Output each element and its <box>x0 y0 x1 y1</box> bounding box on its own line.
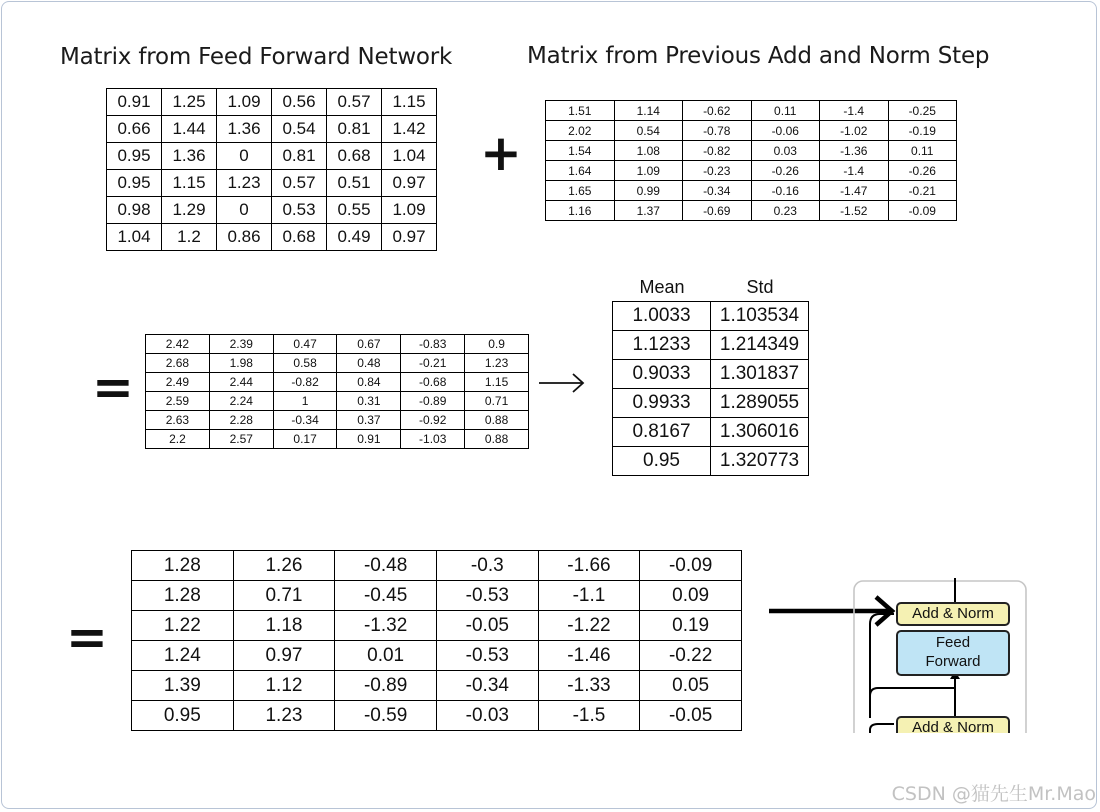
matrix-row <box>107 170 437 197</box>
matrix-cell: 2.49 <box>146 373 210 392</box>
matrix-row <box>613 418 809 447</box>
matrix-cell: 0.71 <box>465 392 529 411</box>
matrix-cell: -0.89 <box>335 671 437 701</box>
matrix-cell: 0.97 <box>233 641 335 671</box>
matrix-cell: 1.22 <box>132 611 234 641</box>
matrix-cell: 1.15 <box>465 373 529 392</box>
matrix-cell: 0.23 <box>751 201 820 221</box>
matrix-cell: 0.68 <box>272 224 327 251</box>
matrix-cell: 1.09 <box>614 161 683 181</box>
matrix-cell: 1.306016 <box>711 418 809 447</box>
matrix-cell: 1.98 <box>209 354 273 373</box>
matrix-cell: 0.19 <box>640 611 742 641</box>
matrix-row <box>146 411 529 430</box>
mean-header: Mean <box>639 277 685 297</box>
matrix-cell: -1.36 <box>820 141 889 161</box>
matrix-row <box>146 430 529 449</box>
matrix-cell: -0.21 <box>401 354 465 373</box>
matrix-cell: -0.26 <box>751 161 820 181</box>
matrix-cell: -0.16 <box>751 181 820 201</box>
matrix-cell: 1.26 <box>233 551 335 581</box>
matrix-cell: 2.24 <box>209 392 273 411</box>
matrix-cell: -1.33 <box>538 671 640 701</box>
matrix-row <box>107 143 437 170</box>
matrix-cell: -0.34 <box>273 411 337 430</box>
matrix-row <box>146 354 529 373</box>
plus-operator: + <box>480 124 522 182</box>
matrix-cell: 1.44 <box>162 116 217 143</box>
matrix-cell: -1.47 <box>820 181 889 201</box>
matrix-cell: 0.67 <box>337 335 401 354</box>
matrix-cell: 2.42 <box>146 335 210 354</box>
matrix-cell: -1.32 <box>335 611 437 641</box>
matrix-cell: -0.09 <box>640 551 742 581</box>
matrix-cell: 0.68 <box>327 143 382 170</box>
matrix-cell: -0.26 <box>888 161 957 181</box>
matrix-cell: -0.53 <box>436 641 538 671</box>
equals-operator-sum: = <box>92 358 134 416</box>
matrix-cell: 0.48 <box>337 354 401 373</box>
matrix-cell: 0.57 <box>327 89 382 116</box>
matrix-cell: -0.09 <box>888 201 957 221</box>
matrix-row <box>146 335 529 354</box>
matrix-cell: 2.63 <box>146 411 210 430</box>
matrix-cell: 1.320773 <box>711 447 809 476</box>
matrix-row <box>132 641 742 671</box>
matrix-cell: -0.92 <box>401 411 465 430</box>
matrix-row <box>107 197 437 224</box>
matrix-cell: 2.44 <box>209 373 273 392</box>
matrix-row <box>132 551 742 581</box>
matrix-cell: 1.65 <box>546 181 615 201</box>
matrix-row <box>546 161 957 181</box>
matrix-row <box>132 701 742 731</box>
matrix-cell: 0.86 <box>217 224 272 251</box>
matrix-cell: -1.22 <box>538 611 640 641</box>
matrix-cell: -1.52 <box>820 201 889 221</box>
matrix-cell: 2.28 <box>209 411 273 430</box>
matrix-cell: 0.97 <box>382 170 437 197</box>
matrix-cell: 0 <box>217 197 272 224</box>
matrix-cell: -0.19 <box>888 121 957 141</box>
matrix-cell: -0.82 <box>683 141 752 161</box>
matrix-cell: 2.68 <box>146 354 210 373</box>
matrix-cell: 0.54 <box>272 116 327 143</box>
matrix-cell: 0.11 <box>751 101 820 121</box>
matrix-cell: 1.29 <box>162 197 217 224</box>
matrix-cell: -1.5 <box>538 701 640 731</box>
matrix-cell: 0.53 <box>272 197 327 224</box>
matrix-cell: 0.09 <box>640 581 742 611</box>
matrix-cell: 1.0033 <box>613 302 711 331</box>
matrix-cell: -0.03 <box>436 701 538 731</box>
matrix-cell: 0.81 <box>272 143 327 170</box>
equals-operator-result: = <box>66 608 108 666</box>
matrix-cell: 1.15 <box>382 89 437 116</box>
matrix-row <box>613 302 809 331</box>
matrix-cell: -0.34 <box>683 181 752 201</box>
title-previous-norm-matrix: Matrix from Previous Add and Norm Step <box>527 43 990 69</box>
matrix-row <box>546 121 957 141</box>
matrix-cell: -0.25 <box>888 101 957 121</box>
matrix-cell: 1.04 <box>382 143 437 170</box>
matrix-cell: 1.54 <box>546 141 615 161</box>
matrix-cell: 1.23 <box>465 354 529 373</box>
matrix-cell: 1.36 <box>217 116 272 143</box>
matrix-row <box>107 224 437 251</box>
sum-matrix <box>145 334 529 449</box>
matrix-cell: 1.39 <box>132 671 234 701</box>
matrix-cell: 2.2 <box>146 430 210 449</box>
transformer-block-diagram <box>850 578 1030 733</box>
matrix-cell: -0.59 <box>335 701 437 731</box>
matrix-cell: -1.4 <box>820 101 889 121</box>
matrix-cell: 0.51 <box>327 170 382 197</box>
matrix-cell: 1.2 <box>162 224 217 251</box>
matrix-cell: 1.09 <box>217 89 272 116</box>
previous-norm-matrix <box>545 100 957 221</box>
matrix-cell: -1.03 <box>401 430 465 449</box>
title-feed-forward-matrix: Matrix from Feed Forward Network <box>60 44 453 70</box>
matrix-cell: -0.89 <box>401 392 465 411</box>
matrix-cell: -1.46 <box>538 641 640 671</box>
matrix-cell: 1.289055 <box>711 389 809 418</box>
matrix-row <box>546 101 957 121</box>
matrix-cell: 1.14 <box>614 101 683 121</box>
matrix-cell: -1.4 <box>820 161 889 181</box>
matrix-cell: 0.54 <box>614 121 683 141</box>
matrix-cell: -0.21 <box>888 181 957 201</box>
matrix-row <box>546 141 957 161</box>
matrix-cell: 0.8167 <box>613 418 711 447</box>
matrix-cell: 0.03 <box>751 141 820 161</box>
matrix-cell: 0.57 <box>272 170 327 197</box>
matrix-cell: 0.37 <box>337 411 401 430</box>
matrix-row <box>132 671 742 701</box>
matrix-cell: -0.3 <box>436 551 538 581</box>
matrix-cell: 0.71 <box>233 581 335 611</box>
matrix-cell: -0.48 <box>335 551 437 581</box>
matrix-row <box>146 373 529 392</box>
matrix-cell: 0.55 <box>327 197 382 224</box>
matrix-cell: 2.39 <box>209 335 273 354</box>
matrix-cell: -0.53 <box>436 581 538 611</box>
matrix-cell: 1 <box>273 392 337 411</box>
feed-forward-block <box>896 630 1010 676</box>
matrix-cell: 0.9933 <box>613 389 711 418</box>
matrix-cell: 0.97 <box>382 224 437 251</box>
feed-forward-label-line2: Forward <box>925 653 981 670</box>
matrix-cell: 1.16 <box>546 201 615 221</box>
matrix-cell: 0.81 <box>327 116 382 143</box>
matrix-cell: 0.31 <box>337 392 401 411</box>
matrix-cell: 0 <box>217 143 272 170</box>
std-header: Std <box>746 277 774 297</box>
matrix-cell: 0.88 <box>465 411 529 430</box>
matrix-cell: 0.98 <box>107 197 162 224</box>
matrix-cell: -0.68 <box>401 373 465 392</box>
matrix-row <box>107 116 437 143</box>
matrix-cell: 0.05 <box>640 671 742 701</box>
matrix-cell: 0.58 <box>273 354 337 373</box>
matrix-cell: 1.08 <box>614 141 683 161</box>
matrix-cell: 0.95 <box>107 143 162 170</box>
matrix-cell: -1.02 <box>820 121 889 141</box>
matrix-cell: -0.05 <box>640 701 742 731</box>
matrix-cell: 0.9 <box>465 335 529 354</box>
matrix-cell: -0.22 <box>640 641 742 671</box>
matrix-cell: -0.45 <box>335 581 437 611</box>
matrix-cell: 1.28 <box>132 551 234 581</box>
matrix-cell: 1.64 <box>546 161 615 181</box>
matrix-row <box>613 360 809 389</box>
matrix-cell: 1.37 <box>614 201 683 221</box>
feed-forward-label-line1: Feed <box>935 634 971 651</box>
matrix-cell: -0.83 <box>401 335 465 354</box>
matrix-cell: 2.02 <box>546 121 615 141</box>
add-norm-block-top: Add & Norm <box>896 602 1010 626</box>
matrix-cell: 1.18 <box>233 611 335 641</box>
matrix-cell: 1.04 <box>107 224 162 251</box>
matrix-row <box>613 331 809 360</box>
matrix-cell: 0.9033 <box>613 360 711 389</box>
matrix-cell: -0.23 <box>683 161 752 181</box>
matrix-cell: 0.66 <box>107 116 162 143</box>
matrix-row <box>546 181 957 201</box>
matrix-cell: 1.301837 <box>711 360 809 389</box>
mean-std-table <box>612 301 809 476</box>
matrix-cell: -0.78 <box>683 121 752 141</box>
matrix-cell: 0.99 <box>614 181 683 201</box>
matrix-cell: 2.59 <box>146 392 210 411</box>
matrix-cell: 1.214349 <box>711 331 809 360</box>
matrix-cell: 0.47 <box>273 335 337 354</box>
matrix-cell: -0.69 <box>683 201 752 221</box>
matrix-cell: -0.06 <box>751 121 820 141</box>
add-norm-block-bottom: Add & Norm <box>896 716 1010 733</box>
matrix-cell: 0.11 <box>888 141 957 161</box>
matrix-cell: 1.23 <box>217 170 272 197</box>
matrix-cell: 0.91 <box>337 430 401 449</box>
matrix-cell: -0.34 <box>436 671 538 701</box>
matrix-cell: 1.15 <box>162 170 217 197</box>
matrix-row <box>546 201 957 221</box>
matrix-row <box>613 447 809 476</box>
matrix-cell: 1.51 <box>546 101 615 121</box>
matrix-cell: 1.24 <box>132 641 234 671</box>
matrix-cell: -0.62 <box>683 101 752 121</box>
matrix-row <box>132 611 742 641</box>
matrix-cell: 1.28 <box>132 581 234 611</box>
matrix-row <box>613 389 809 418</box>
matrix-cell: -0.82 <box>273 373 337 392</box>
matrix-cell: 1.12 <box>233 671 335 701</box>
feed-forward-matrix <box>106 88 437 251</box>
matrix-cell: 0.01 <box>335 641 437 671</box>
matrix-cell: 0.84 <box>337 373 401 392</box>
matrix-row <box>132 581 742 611</box>
matrix-cell: 0.56 <box>272 89 327 116</box>
normalized-matrix <box>131 550 742 731</box>
matrix-cell: 0.49 <box>327 224 382 251</box>
matrix-cell: 0.88 <box>465 430 529 449</box>
matrix-cell: 1.25 <box>162 89 217 116</box>
matrix-cell: 1.09 <box>382 197 437 224</box>
right-arrow-icon <box>537 370 587 396</box>
matrix-cell: 0.95 <box>613 447 711 476</box>
matrix-cell: 0.95 <box>107 170 162 197</box>
matrix-cell: -1.66 <box>538 551 640 581</box>
matrix-cell: 1.1233 <box>613 331 711 360</box>
matrix-cell: 1.103534 <box>711 302 809 331</box>
matrix-cell: 2.57 <box>209 430 273 449</box>
matrix-row <box>107 89 437 116</box>
matrix-cell: 1.42 <box>382 116 437 143</box>
matrix-cell: 0.17 <box>273 430 337 449</box>
watermark-text: CSDN @猫先生Mr.Mao <box>891 783 1096 805</box>
matrix-cell: -1.1 <box>538 581 640 611</box>
matrix-cell: 1.23 <box>233 701 335 731</box>
matrix-cell: 1.36 <box>162 143 217 170</box>
matrix-cell: -0.05 <box>436 611 538 641</box>
matrix-cell: 0.95 <box>132 701 234 731</box>
matrix-row <box>146 392 529 411</box>
matrix-cell: 0.91 <box>107 89 162 116</box>
